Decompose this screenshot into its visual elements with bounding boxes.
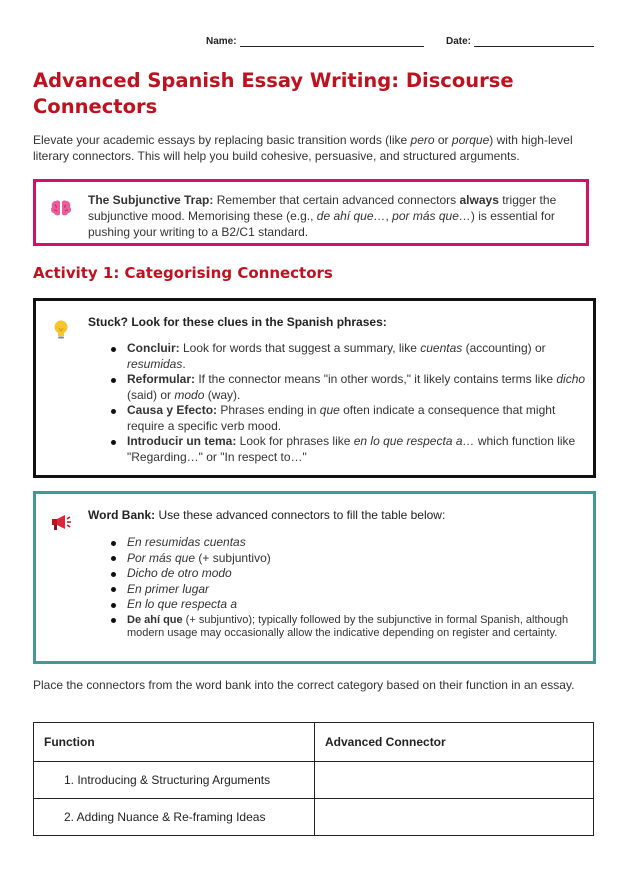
list-item: Reformular: If the connector means "in other words," it likely contains terms like dicho (said) or modo (way).	[108, 372, 588, 403]
name-label: Name:	[206, 36, 237, 47]
list-item: Introducir un tema: Look for phrases like en lo que respecta a… which function like "Regarding…" or "In respect to…"	[108, 434, 588, 465]
column-header-function: Function	[34, 723, 315, 762]
intro-paragraph: Elevate your academic essays by replacing basic transition words (like pero or porque) with high-level literary connectors. This will help you build cohesive, persuasive, and structured arguments.	[33, 133, 573, 163]
word-bank-box	[33, 491, 596, 664]
lightbulb-icon	[52, 319, 70, 341]
table-header-row	[34, 723, 594, 762]
list-item: En resumidas cuentas	[108, 535, 578, 551]
megaphone-icon	[50, 512, 72, 532]
hints-title: Stuck? Look for these clues in the Spanish phrases:	[88, 315, 387, 329]
word-bank-title: Word Bank: Use these advanced connectors to fill the table below:	[88, 508, 446, 522]
table-row	[34, 799, 594, 836]
brain-icon	[50, 198, 72, 218]
hints-list	[108, 341, 588, 465]
instructions: Place the connectors from the word bank into the correct category based on their function in an essay.	[33, 678, 575, 692]
page-title: Advanced Spanish Essay Writing: Discourse Connectors	[33, 69, 514, 118]
list-item: Causa y Efecto: Phrases ending in que often indicate a consequence that might require a specific verb mood.	[108, 403, 588, 434]
list-item: De ahí que (+ subjuntivo); typically followed by the subjunctive in formal Spanish, although modern usage may occasionally allow the indicative depending on register and certainty.	[108, 613, 578, 640]
table-cell-function: 1. Introducing & Structuring Arguments	[34, 762, 315, 799]
column-header-connector: Advanced Connector	[315, 723, 594, 762]
table-cell-answer[interactable]	[315, 799, 594, 836]
date-label: Date:	[446, 36, 472, 47]
category-table	[33, 722, 594, 836]
activity-title: Activity 1: Categorising Connectors	[33, 264, 333, 282]
table-row	[34, 762, 594, 799]
subjunctive-callout-text: The Subjunctive Trap: Remember that certain advanced connectors always trigger the subjunctive mood. Memorising these (e.g., de ahí que…, por más que…) is essential for pushing your writing to a B2/C1 standard.	[88, 193, 557, 239]
student-header	[0, 34, 623, 50]
name-field[interactable]	[240, 46, 424, 47]
subjunctive-callout	[33, 179, 589, 246]
table-cell-function: 2. Adding Nuance & Re-framing Ideas	[34, 799, 315, 836]
word-bank-list	[108, 535, 578, 640]
table-cell-answer[interactable]	[315, 762, 594, 799]
hints-box	[33, 298, 596, 478]
list-item: En primer lugar	[108, 582, 578, 598]
date-field[interactable]	[474, 46, 594, 47]
list-item: Dicho de otro modo	[108, 566, 578, 582]
list-item: Por más que (+ subjuntivo)	[108, 551, 578, 567]
list-item: Concluir: Look for words that suggest a summary, like cuentas (accounting) or resumidas.	[108, 341, 588, 372]
list-item: En lo que respecta a	[108, 597, 578, 613]
